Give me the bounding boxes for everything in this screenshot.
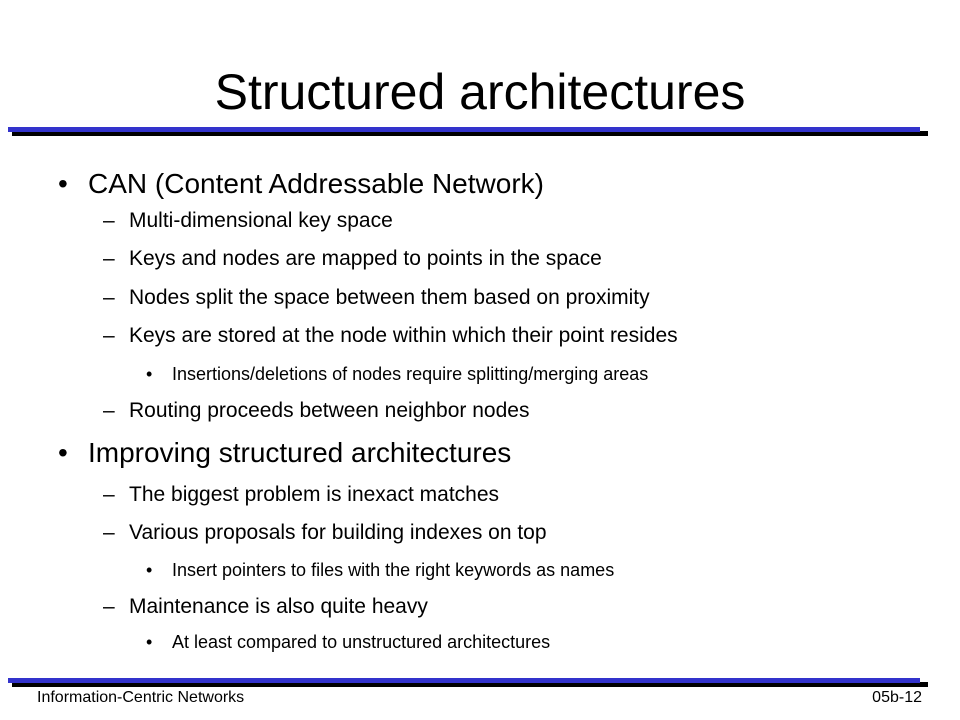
dash-icon: –	[103, 521, 115, 544]
footer-slide-number: 05b-12	[872, 689, 922, 706]
sub-bullet-text: Maintenance is also quite heavy	[129, 595, 428, 618]
sub-bullet-text: Routing proceeds between neighbor nodes	[129, 399, 530, 422]
dash-icon: –	[103, 399, 115, 422]
bullet-icon: •	[146, 632, 153, 652]
sub-sub-bullet-text: Insert pointers to files with the right keywords as names	[172, 560, 615, 580]
sub-sub-bullet-text: Insertions/deletions of nodes require splitting/merging areas	[172, 364, 649, 384]
sub-sub-bullet-text: At least compared to unstructured architectures	[172, 632, 551, 652]
sub-bullet-text: Nodes split the space between them based on proximity	[129, 286, 650, 309]
sub-bullet-text: Various proposals for building indexes on top	[129, 521, 547, 544]
dash-icon: –	[103, 286, 115, 309]
footer-course-title: Information-Centric Networks	[37, 689, 245, 706]
dash-icon: –	[103, 324, 115, 347]
dash-icon: –	[103, 595, 115, 618]
bullet-icon: •	[146, 364, 153, 384]
bullet-icon: •	[58, 437, 68, 468]
dash-icon: –	[103, 209, 115, 232]
dash-icon: –	[103, 247, 115, 270]
sub-bullet-text: Keys are stored at the node within which their point resides	[129, 324, 678, 347]
bullet-icon: •	[58, 168, 68, 199]
dash-icon: –	[103, 483, 115, 506]
sub-bullet-text: Keys and nodes are mapped to points in the space	[129, 247, 602, 270]
bullet-text: Improving structured architectures	[88, 437, 512, 468]
footer-rule	[8, 678, 920, 683]
sub-bullet-text: Multi-dimensional key space	[129, 209, 393, 232]
bullet-icon: •	[146, 560, 153, 580]
slide-title: Structured architectures	[214, 64, 746, 120]
bullet-text: CAN (Content Addressable Network)	[88, 168, 544, 199]
sub-bullet-text: The biggest problem is inexact matches	[129, 483, 500, 506]
